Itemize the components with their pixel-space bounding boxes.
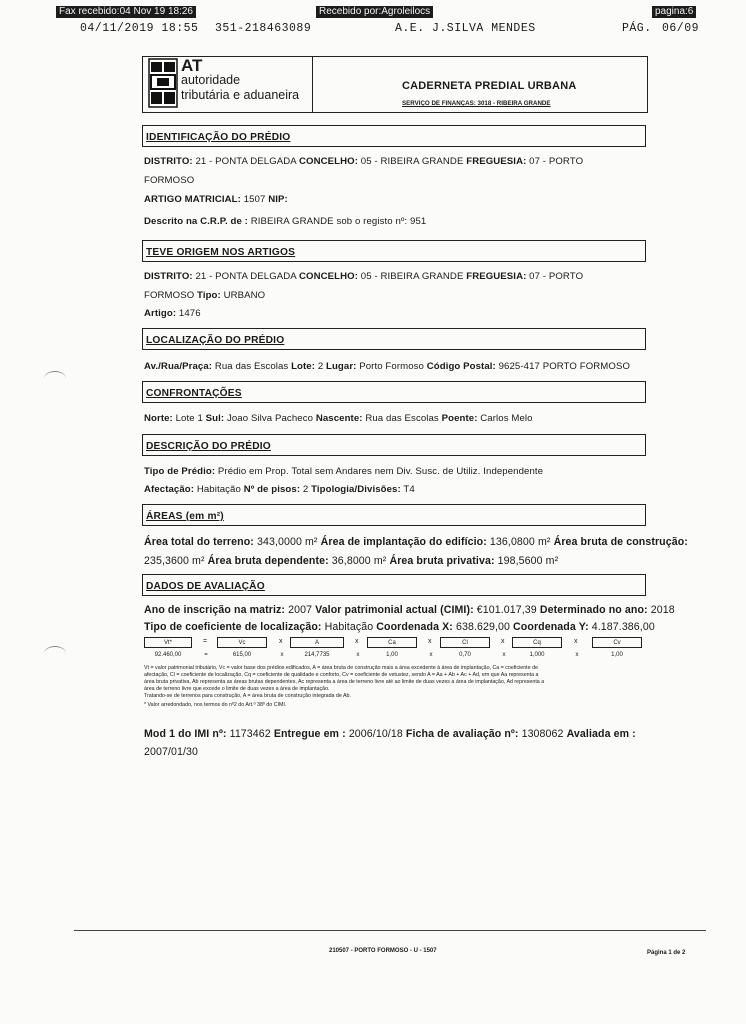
section-title: ÁREAS (em m²)	[146, 511, 224, 522]
section-title: DADOS DE AVALIAÇÃO	[146, 581, 265, 592]
ident-location-line: DISTRITO: 21 - PONTA DELGADA CONCELHO: 05 - RIBEIRA GRANDE FREGUESIA: 07 - PORTO	[144, 156, 584, 167]
formula-op: x	[355, 638, 359, 645]
section-title: DESCRIÇÃO DO PRÉDIO	[146, 441, 271, 452]
formula-value-op: x	[575, 652, 579, 658]
header-divider	[312, 56, 313, 112]
formula-note: afectação, Cl = coeficiente de localização, Cq = coeficiente de qualidade e conforto, Cv = coeficiente de vetustez, sendo A = Aa + Ab + Ac + Ad, em que Aa representa a	[144, 672, 539, 678]
section-areas	[142, 504, 646, 526]
formula-note: Vt = valor patrimonial tributário, Vc = valor base dos prédios edificados, A = área bruta de construção mais a área excedente à área de implantação, Ca = coeficiente de	[144, 665, 538, 671]
areas-line-2: 235,3600 m² Área bruta dependente: 36,8000 m² Área bruta privativa: 198,5600 m²	[144, 555, 559, 567]
section-title: TEVE ORIGEM NOS ARTIGOS	[146, 247, 296, 258]
formula-box-vc: Vc	[217, 637, 267, 648]
ident-artigo-line: ARTIGO MATRICIAL: 1507 NIP:	[144, 194, 288, 205]
formula-value-op: =	[204, 652, 208, 658]
avaliada-date: 2007/01/30	[144, 746, 199, 755]
formula-value-cq: 1,000	[529, 652, 545, 658]
formula-value-cv: 1,00	[611, 652, 623, 658]
section-descricao	[142, 434, 646, 456]
footer-rule	[74, 930, 706, 931]
fax-phone: 351-218463089	[215, 22, 312, 35]
formula-box-cq: Cq	[512, 637, 562, 648]
avaliacao-line-1: Ano de inscrição na matriz: 2007 Valor patrimonial actual (CIMI): €101.017,39 Determinado no ano: 2018	[144, 604, 675, 616]
origem-artigo-line: Artigo: 1476	[144, 308, 201, 319]
at-emblem-icon	[148, 58, 178, 108]
formula-value-op: x	[502, 652, 506, 658]
descricao-tipo-line: Tipo de Prédio: Prédio em Prop. Total sem Andares nem Div. Susc. de Utiliz. Independente	[144, 466, 544, 477]
fax-page-tag: pagina:6	[652, 6, 696, 18]
formula-box-cv: Cv	[592, 637, 642, 648]
formula-value-op: x	[280, 652, 284, 658]
mod-imi-line: Mod 1 do IMI nº: 1173462 Entregue em : 2006/10/18 Ficha de avaliação nº: 1308062 Avaliada em :	[144, 728, 636, 740]
section-origem	[142, 240, 646, 262]
formula-note: área de terreno livre que excede o limite de duas vezes a área de implantação.	[144, 686, 330, 692]
section-title: LOCALIZAÇÃO DO PRÉDIO	[146, 335, 285, 346]
avaliacao-line-2: Tipo de coeficiente de localização: Habitação Coordenada X: 638.629,00 Coordenada Y: 4.187.386,00	[144, 621, 655, 633]
punch-hole-mark	[44, 371, 66, 386]
ident-crp-line: Descrito na C.R.P. de : RIBEIRA GRANDE sob o registo nº: 951	[144, 216, 427, 227]
formula-box-ca: Ca	[367, 637, 417, 648]
formula-note: * Valor arredondado, nos termos do nº2 do Art.º 38º do CIMI.	[144, 702, 287, 708]
origem-tipo-line: FORMOSO Tipo: URBANO	[144, 290, 266, 301]
fax-page-number: 06/09	[662, 22, 700, 35]
fax-sender: A.E. J.SILVA MENDES	[395, 22, 536, 35]
formula-op: x	[501, 638, 505, 645]
formula-op: x	[279, 638, 283, 645]
formula-box-cl: Cl	[440, 637, 490, 648]
footer-reference: 210507 - PORTO FORMOSO - U - 1507	[329, 948, 437, 954]
formula-value-ca: 1,00	[386, 652, 398, 658]
logo-at-text: AT	[181, 56, 203, 75]
formula-op: x	[428, 638, 432, 645]
fax-page-label: PÁG.	[622, 22, 652, 35]
origem-location-line: DISTRITO: 21 - PONTA DELGADA CONCELHO: 05 - RIBEIRA GRANDE FREGUESIA: 07 - PORTO	[144, 271, 584, 282]
formula-value-vt: 92.460,00	[154, 652, 182, 658]
section-title: CONFRONTAÇÕES	[146, 388, 242, 399]
ident-freguesia-cont: FORMOSO	[144, 175, 195, 186]
section-confrontacoes	[142, 381, 646, 403]
logo-line-1: autoridade	[181, 73, 241, 87]
footer-page-count: Página 1 de 2	[647, 950, 686, 956]
localizacao-line: Av./Rua/Praça: Rua das Escolas Lote: 2 Lugar: Porto Formoso Código Postal: 9625-417 PORTO FORMOSO	[144, 361, 631, 372]
areas-line-1: Área total do terreno: 343,0000 m² Área de implantação do edifício: 136,0800 m² Área bruta de construção:	[144, 536, 688, 548]
formula-value-op: x	[356, 652, 360, 658]
section-avaliacao	[142, 574, 646, 596]
descricao-afectacao-line: Afectação: Habitação Nº de pisos: 2 Tipologia/Divisões: T4	[144, 484, 415, 495]
document-title: CADERNETA PREDIAL URBANA	[402, 80, 577, 92]
formula-value-a: 214,7735	[304, 652, 330, 658]
fax-date-time: 04/11/2019 18:55	[80, 22, 199, 35]
formula-value-op: x	[429, 652, 433, 658]
formula-box-vt: Vt*	[144, 637, 192, 648]
formula-value-vc: 615,00	[232, 652, 252, 658]
formula-op: x	[574, 638, 578, 645]
formula-note: Tratando-se de terrenos para construção, A = área bruta de construção integrada de Ab.	[144, 693, 351, 699]
document-subtitle: SERVIÇO DE FINANÇAS: 3018 - RIBEIRA GRANDE	[402, 100, 551, 107]
fax-received-by: Recebido por:Agroleilocs	[316, 6, 433, 18]
formula-op: =	[203, 638, 208, 645]
logo-line-2: tributária e aduaneira	[181, 88, 300, 102]
confrontacoes-line: Norte: Lote 1 Sul: Joao Silva Pacheco Nascente: Rua das Escolas Poente: Carlos Melo	[144, 413, 533, 424]
punch-hole-mark	[44, 646, 66, 661]
section-identificacao	[142, 125, 646, 147]
formula-box-a: A	[290, 637, 344, 648]
fax-received-stamp: Fax recebido:04 Nov 19 18:26	[56, 6, 196, 18]
formula-value-cl: 0,70	[459, 652, 471, 658]
formula-note: área bruta privativa, Ab representa as áreas brutas dependentes, Ac representa a área de terreno livre até ao limite de duas vezes a área de implantação, Ad representa a	[144, 679, 545, 685]
section-localizacao	[142, 328, 646, 350]
section-title: IDENTIFICAÇÃO DO PRÉDIO	[146, 132, 291, 143]
